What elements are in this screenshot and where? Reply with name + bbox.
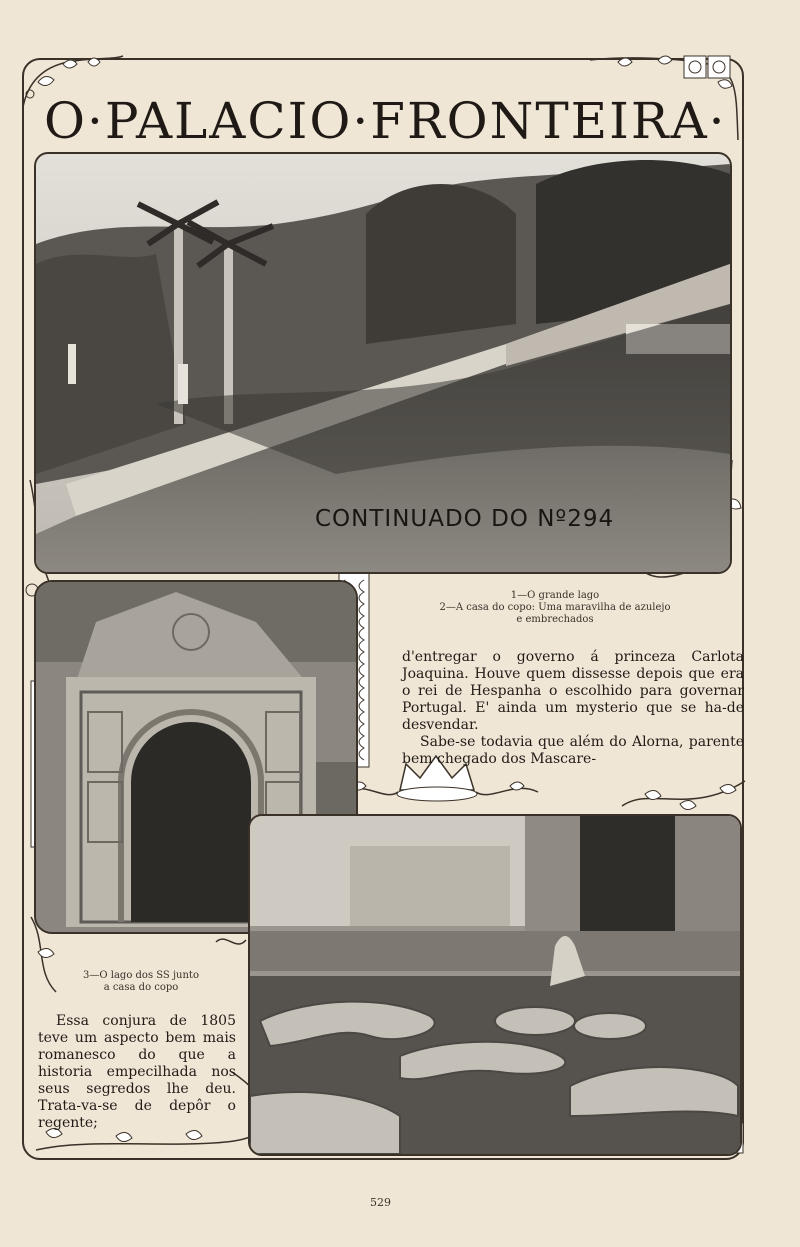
caption-lago-ss bbox=[46, 970, 236, 994]
page-number: 529 bbox=[370, 1196, 391, 1209]
caption-line: 2—A casa do copo: Uma maravilha de azulejo bbox=[439, 602, 671, 613]
article-text-right bbox=[402, 649, 744, 768]
caption-line: a casa do copo bbox=[103, 982, 179, 993]
caption-line: 1—O grande lago bbox=[510, 590, 600, 601]
paragraph: Sabe-se todavia que além do Alorna, parente bem chegado dos Mascare- bbox=[402, 734, 744, 767]
article-text-left bbox=[38, 1013, 236, 1132]
paragraph: Essa conjura de 1805 teve um aspecto bem mais romanesco do que a historia empecilhada nos seus segredos lhe deu. Trata-va-se de depôr o regente; bbox=[38, 1013, 236, 1131]
caption-lake-and-copo bbox=[410, 590, 700, 626]
caption-line: e embrechados bbox=[516, 614, 594, 625]
continued-from-label: CONTINUADO DO Nº294 bbox=[315, 506, 615, 532]
page-title: O·PALACIO·FRONTEIRA· bbox=[44, 92, 727, 150]
paragraph: d'entregar o governo á princeza Carlota Joaquina. Houve quem dissesse depois que era o rei de Hespanha o escolhido para governar Portugal. E' ainda um mysterio que se ha-de desvendar. bbox=[402, 649, 744, 733]
caption-line: 3—O lago dos SS junto bbox=[83, 970, 199, 981]
photo-lago-dos-ss bbox=[248, 814, 742, 1156]
